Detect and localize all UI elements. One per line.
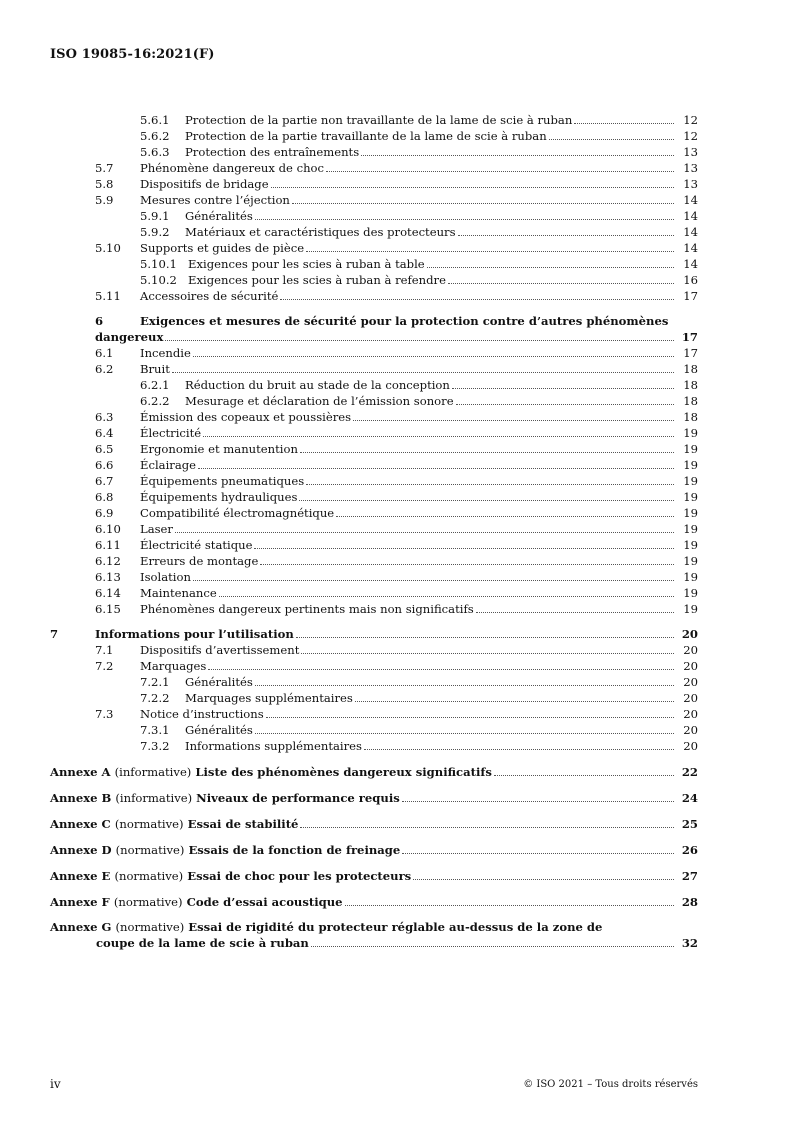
toc-entry-7-3-2[interactable] — [50, 738, 698, 754]
dot-leader — [306, 484, 674, 485]
toc-page: 18 — [683, 378, 698, 392]
toc-page: 16 — [683, 273, 698, 287]
annex-title: Niveaux de performance requis — [196, 791, 400, 805]
dot-leader — [193, 356, 674, 357]
dot-leader — [172, 372, 674, 373]
dot-leader — [448, 283, 674, 284]
toc-entry-6-8[interactable] — [50, 489, 698, 505]
toc-number: 6 — [95, 314, 104, 328]
table-of-contents — [50, 112, 698, 951]
dot-leader — [353, 420, 674, 421]
toc-title: Phénomène dangereux de choc — [140, 161, 325, 175]
toc-annex-g[interactable] — [50, 919, 698, 935]
toc-page: 24 — [681, 791, 698, 805]
dot-leader — [175, 532, 674, 533]
dot-leader — [456, 404, 674, 405]
toc-entry-5-10-1[interactable] — [50, 256, 698, 272]
dot-leader — [203, 436, 674, 437]
toc-number: 7 — [50, 627, 59, 641]
toc-entry-6-6[interactable] — [50, 457, 698, 473]
dot-leader — [193, 580, 674, 581]
page-number: iv — [50, 1077, 61, 1091]
annex-type: (normative) — [113, 895, 183, 909]
toc-entry-5-9-1[interactable] — [50, 208, 698, 224]
toc-entry-5-7[interactable] — [50, 160, 698, 176]
toc-number: 7.1 — [95, 643, 114, 657]
toc-entry-6-14[interactable] — [50, 585, 698, 601]
annex-label: Annexe E — [50, 869, 111, 883]
toc-title: Marquages supplémentaires — [185, 691, 353, 705]
dot-leader — [402, 853, 674, 854]
toc-page: 20 — [681, 627, 698, 641]
toc-page: 14 — [683, 209, 698, 223]
toc-number: 6.2 — [95, 362, 114, 376]
toc-page: 19 — [683, 442, 698, 456]
dot-leader — [254, 548, 674, 549]
toc-page: 17 — [683, 289, 698, 303]
toc-title: Notice d’instructions — [140, 707, 264, 721]
toc-entry-7-3-1[interactable] — [50, 722, 698, 738]
toc-entry-6-7[interactable] — [50, 473, 698, 489]
dot-leader — [311, 946, 674, 947]
toc-number: 5.11 — [95, 289, 121, 303]
toc-title: Erreurs de montage — [140, 554, 259, 568]
annex-label: Annexe B — [50, 791, 112, 805]
annex-title: Essai de choc pour les protecteurs — [187, 869, 412, 883]
toc-entry-7[interactable] — [50, 626, 698, 642]
toc-annex-b[interactable] — [50, 789, 698, 806]
dot-leader — [549, 139, 674, 140]
toc-number: 7.3 — [95, 707, 114, 721]
annex-label: Annexe F — [50, 895, 110, 909]
toc-number: 5.9 — [95, 193, 114, 207]
toc-page: 18 — [683, 410, 698, 424]
toc-page: 19 — [683, 538, 698, 552]
dot-leader — [306, 251, 674, 252]
toc-page: 12 — [683, 113, 698, 127]
toc-entry-6[interactable] — [50, 313, 698, 329]
dot-leader — [271, 187, 674, 188]
toc-page: 20 — [683, 723, 698, 737]
toc-entry-7-3[interactable] — [50, 706, 698, 722]
toc-title: Émission des copeaux et poussières — [140, 410, 352, 424]
annex-type: (normative) — [115, 843, 185, 857]
toc-number: 6.15 — [95, 602, 121, 616]
toc-page: 19 — [683, 506, 698, 520]
annex-type: (normative) — [114, 869, 184, 883]
toc-number: 7.2.1 — [140, 675, 170, 689]
dot-leader — [255, 219, 674, 220]
toc-number: 7.3.1 — [140, 723, 170, 737]
dot-leader — [300, 827, 674, 828]
toc-page: 26 — [681, 843, 698, 857]
toc-annex-a[interactable] — [50, 763, 698, 780]
toc-number: 6.3 — [95, 410, 114, 424]
toc-number: 5.10.2 — [140, 273, 177, 287]
toc-number: 5.6.3 — [140, 145, 170, 159]
toc-page: 18 — [683, 362, 698, 376]
toc-title: Marquages — [140, 659, 207, 673]
toc-entry-6-continued[interactable] — [50, 329, 698, 345]
toc-number: 6.10 — [95, 522, 121, 536]
toc-number: 5.8 — [95, 177, 114, 191]
toc-entry-6-15[interactable] — [50, 601, 698, 617]
toc-title: Ergonomie et manutention — [140, 442, 298, 456]
toc-page: 13 — [683, 177, 698, 191]
toc-entry-5-10[interactable] — [50, 240, 698, 256]
toc-entry-5-9[interactable] — [50, 192, 698, 208]
toc-title: Dispositifs de bridage — [140, 177, 269, 191]
dot-leader — [296, 637, 674, 638]
dot-leader — [301, 653, 674, 654]
toc-number: 6.5 — [95, 442, 114, 456]
dot-leader — [255, 685, 674, 686]
annex-title: Code d’essai acoustique — [186, 895, 343, 909]
toc-number: 5.10 — [95, 241, 121, 255]
toc-page: 20 — [683, 643, 698, 657]
toc-entry-6-3[interactable] — [50, 409, 698, 425]
annex-label: Annexe A — [50, 765, 111, 779]
toc-entry-5-10-2[interactable] — [50, 272, 698, 288]
toc-page: 19 — [683, 586, 698, 600]
toc-entry-7-1[interactable] — [50, 642, 698, 658]
toc-title: Généralités — [185, 723, 253, 737]
toc-entry-5-6-1[interactable] — [50, 112, 698, 128]
toc-annex-g-continued[interactable] — [50, 935, 698, 951]
toc-number: 5.10.1 — [140, 257, 177, 271]
copyright-notice: © ISO 2021 – Tous droits réservés — [523, 1079, 698, 1090]
annex-title: Essai de rigidité du protecteur réglable au-dessus de la zone de — [188, 920, 603, 934]
toc-title: Électricité — [140, 426, 202, 440]
toc-page: 14 — [683, 225, 698, 239]
toc-number: 6.1 — [95, 346, 114, 360]
toc-title: Isolation — [140, 570, 191, 584]
toc-page: 20 — [683, 691, 698, 705]
toc-title: Généralités — [185, 675, 253, 689]
toc-title: Exigences et mesures de sécurité pour la protection contre d’autres phénomènes — [140, 314, 669, 328]
toc-number: 6.14 — [95, 586, 121, 600]
dot-leader — [198, 468, 674, 469]
toc-entry-6-2-2[interactable] — [50, 393, 698, 409]
dot-leader — [427, 267, 674, 268]
annex-label: Annexe C — [50, 817, 111, 831]
toc-page: 13 — [683, 145, 698, 159]
toc-number: 5.6.2 — [140, 129, 170, 143]
toc-page: 22 — [681, 765, 698, 779]
toc-page: 17 — [683, 346, 698, 360]
dot-leader — [208, 669, 674, 670]
toc-title: Dispositifs d’avertissement — [140, 643, 300, 657]
toc-title: Protection de la partie travaillante de la lame de scie à ruban — [185, 129, 547, 143]
toc-number: 6.2.1 — [140, 378, 170, 392]
annex-type: (informative) — [115, 791, 193, 805]
toc-number: 5.7 — [95, 161, 114, 175]
toc-number: 6.7 — [95, 474, 114, 488]
toc-annex-f[interactable] — [50, 893, 698, 910]
toc-title: Informations supplémentaires — [185, 739, 362, 753]
toc-number: 5.6.1 — [140, 113, 170, 127]
toc-title: Réduction du bruit au stade de la conception — [185, 378, 450, 392]
annex-type: (normative) — [115, 920, 185, 934]
toc-title: Éclairage — [140, 458, 197, 472]
toc-title: Matériaux et caractéristiques des protecteurs — [185, 225, 456, 239]
toc-page: 20 — [683, 659, 698, 673]
toc-title: Généralités — [185, 209, 253, 223]
toc-entry-6-4[interactable] — [50, 425, 698, 441]
toc-page: 14 — [683, 241, 698, 255]
toc-entry-5-11[interactable] — [50, 288, 698, 304]
toc-entry-5-9-2[interactable] — [50, 224, 698, 240]
toc-annex-e[interactable] — [50, 867, 698, 884]
toc-title: Compatibilité électromagnétique — [140, 506, 335, 520]
toc-page: 20 — [683, 707, 698, 721]
dot-leader — [452, 388, 674, 389]
toc-page: 14 — [683, 193, 698, 207]
toc-title: Équipements hydrauliques — [140, 490, 298, 504]
toc-number: 6.12 — [95, 554, 121, 568]
toc-entry-6-12[interactable] — [50, 553, 698, 569]
toc-page: 18 — [683, 394, 698, 408]
toc-title: dangereux — [95, 330, 164, 344]
dot-leader — [361, 155, 674, 156]
dot-leader — [345, 905, 674, 906]
toc-entry-6-9[interactable] — [50, 505, 698, 521]
toc-page: 19 — [683, 554, 698, 568]
toc-annex-c[interactable] — [50, 815, 698, 832]
annex-title: Liste des phénomènes dangereux significatifs — [195, 765, 492, 779]
toc-number: 7.3.2 — [140, 739, 170, 753]
annex-title: Essais de la fonction de freinage — [188, 843, 401, 857]
toc-page: 32 — [681, 936, 698, 950]
toc-title: Phénomènes dangereux pertinents mais non significatifs — [140, 602, 474, 616]
toc-page: 19 — [683, 490, 698, 504]
toc-page: 13 — [683, 161, 698, 175]
dot-leader — [260, 564, 674, 565]
dot-leader — [219, 596, 674, 597]
toc-number: 5.9.2 — [140, 225, 170, 239]
toc-entry-6-11[interactable] — [50, 537, 698, 553]
annex-label: Annexe D — [50, 843, 112, 857]
dot-leader — [336, 516, 674, 517]
toc-title: Mesures contre l’éjection — [140, 193, 290, 207]
toc-title: Informations pour l’utilisation — [95, 627, 294, 641]
toc-number: 7.2 — [95, 659, 114, 673]
dot-leader — [364, 749, 674, 750]
toc-title: Exigences pour les scies à ruban à refendre — [188, 273, 446, 287]
toc-page: 12 — [683, 129, 698, 143]
toc-title: Protection de la partie non travaillante de la lame de scie à ruban — [185, 113, 573, 127]
toc-entry-5-8[interactable] — [50, 176, 698, 192]
toc-title: Incendie — [140, 346, 191, 360]
dot-leader — [165, 340, 674, 341]
toc-entry-6-5[interactable] — [50, 441, 698, 457]
dot-leader — [476, 612, 674, 613]
toc-page: 28 — [681, 895, 698, 909]
toc-annex-d[interactable] — [50, 841, 698, 858]
toc-page: 20 — [683, 675, 698, 689]
toc-title: Équipements pneumatiques — [140, 474, 305, 488]
dot-leader — [355, 701, 674, 702]
dot-leader — [413, 879, 674, 880]
toc-entry-6-13[interactable] — [50, 569, 698, 585]
annex-title: coupe de la lame de scie à ruban — [96, 936, 309, 950]
dot-leader — [300, 452, 674, 453]
toc-title: Laser — [140, 522, 173, 536]
toc-entry-5-6-3[interactable] — [50, 144, 698, 160]
toc-entry-6-10[interactable] — [50, 521, 698, 537]
toc-title: Accessoires de sécurité — [140, 289, 279, 303]
toc-entry-7-2[interactable] — [50, 658, 698, 674]
toc-entry-6-1[interactable] — [50, 345, 698, 361]
dot-leader — [574, 123, 674, 124]
toc-entry-6-2[interactable] — [50, 361, 698, 377]
dot-leader — [326, 171, 674, 172]
dot-leader — [266, 717, 674, 718]
toc-title: Maintenance — [140, 586, 217, 600]
toc-title: Supports et guides de pièce — [140, 241, 305, 255]
toc-entry-5-6-2[interactable] — [50, 128, 698, 144]
toc-entry-6-2-1[interactable] — [50, 377, 698, 393]
toc-title: Électricité statique — [140, 538, 253, 552]
toc-number: 6.9 — [95, 506, 114, 520]
toc-page: 17 — [681, 330, 698, 344]
annex-type: (informative) — [114, 765, 192, 779]
toc-page: 27 — [681, 869, 698, 883]
document-id: ISO 19085-16:2021(F) — [50, 47, 215, 62]
toc-title: Exigences pour les scies à ruban à table — [188, 257, 425, 271]
dot-leader — [299, 500, 674, 501]
toc-number: 6.6 — [95, 458, 114, 472]
toc-number: 6.4 — [95, 426, 114, 440]
toc-page: 19 — [683, 474, 698, 488]
dot-leader — [255, 733, 674, 734]
toc-entry-7-2-2[interactable] — [50, 690, 698, 706]
toc-page: 19 — [683, 458, 698, 472]
toc-page: 19 — [683, 602, 698, 616]
annex-title: Essai de stabilité — [187, 817, 299, 831]
dot-leader — [458, 235, 674, 236]
annex-type: (normative) — [114, 817, 184, 831]
toc-title: Protection des entraînements — [185, 145, 360, 159]
annex-label: Annexe G — [50, 920, 112, 934]
toc-number: 6.13 — [95, 570, 121, 584]
toc-page: 25 — [681, 817, 698, 831]
toc-page: 19 — [683, 426, 698, 440]
dot-leader — [292, 203, 674, 204]
toc-number: 5.9.1 — [140, 209, 170, 223]
toc-page: 19 — [683, 522, 698, 536]
toc-number: 7.2.2 — [140, 691, 170, 705]
toc-number: 6.8 — [95, 490, 114, 504]
toc-number: 6.2.2 — [140, 394, 170, 408]
toc-page: 19 — [683, 570, 698, 584]
dot-leader — [280, 299, 674, 300]
toc-number: 6.11 — [95, 538, 121, 552]
dot-leader — [494, 775, 674, 776]
toc-page: 14 — [683, 257, 698, 271]
toc-title: Mesurage et déclaration de l’émission sonore — [185, 394, 454, 408]
toc-title: Bruit — [140, 362, 170, 376]
toc-entry-7-2-1[interactable] — [50, 674, 698, 690]
dot-leader — [402, 801, 674, 802]
toc-page: 20 — [683, 739, 698, 753]
